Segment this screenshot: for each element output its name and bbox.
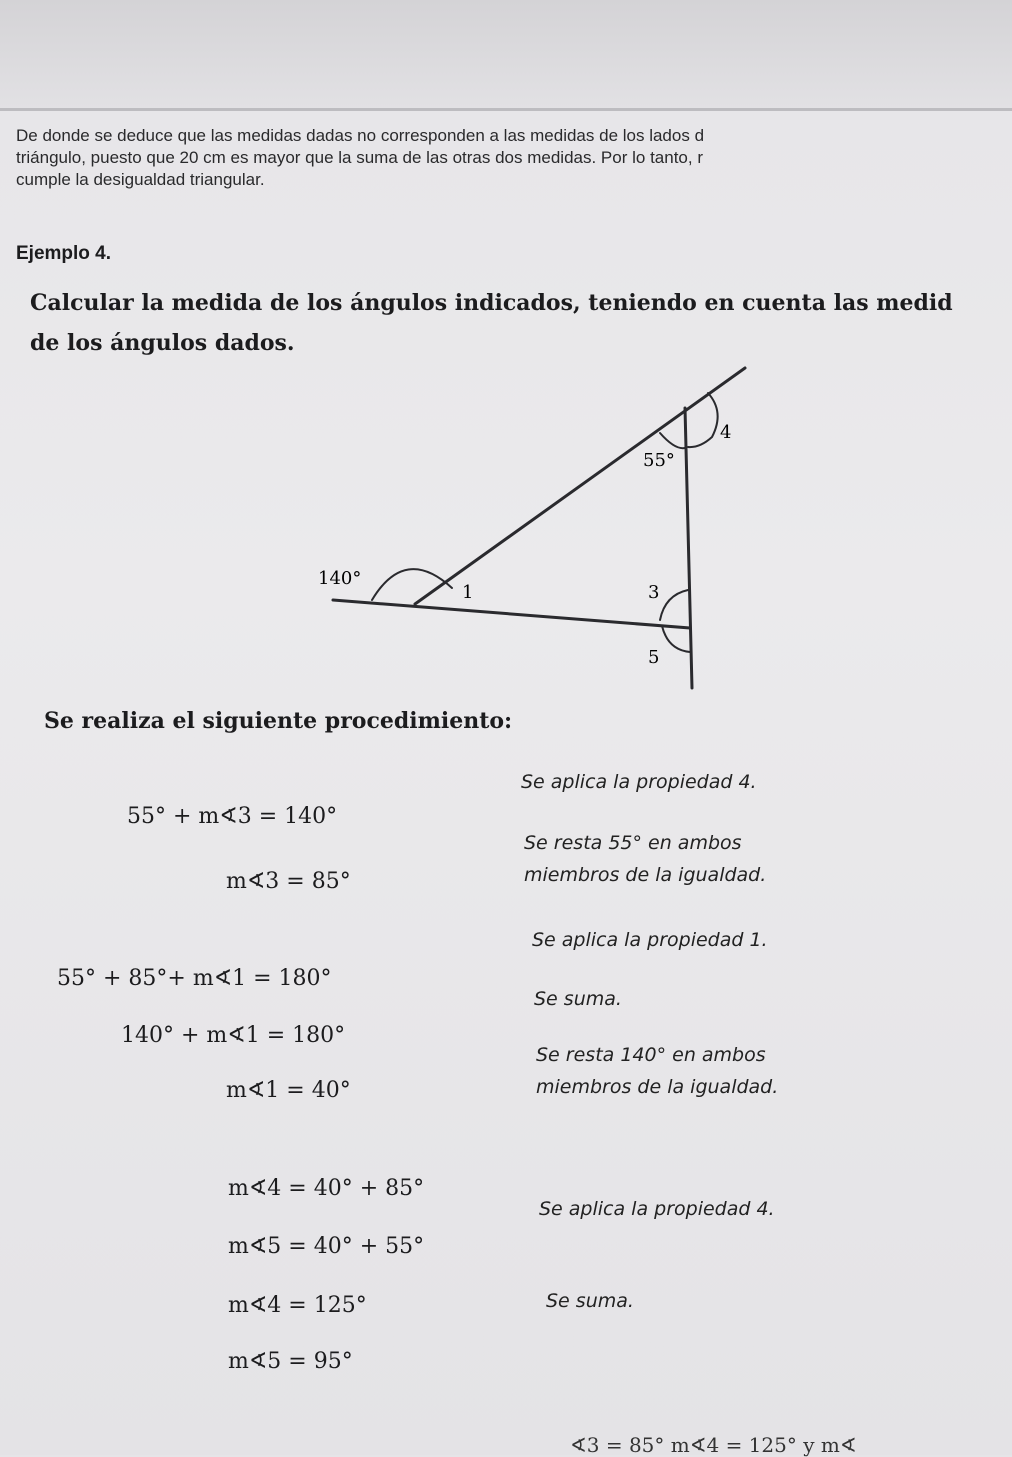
equation-1: 55° + m∢3 = 140° [127,804,338,829]
arc-140 [372,569,452,600]
arc-55 [660,433,685,448]
label-55: 55° [643,450,675,471]
vertical-line [685,408,692,688]
label-3: 3 [648,582,660,603]
label-140: 140° [318,568,362,589]
example-heading: Ejemplo 4. [16,243,112,264]
equation-7: m∢5 = 40° + 55° [228,1234,425,1259]
problem-statement [30,283,1012,363]
note-4: Se aplica la propiedad 1. [532,929,768,951]
note-6: Se resta 140° en ambos [536,1044,766,1066]
note-2: Se resta 55° en ambos [524,832,742,854]
arc-3 [660,590,688,620]
label-4: 4 [720,422,732,443]
hypotenuse-line [415,368,745,604]
bottom-cut-line: ∢3 = 85° m∢4 = 125° y m∢ [570,1433,857,1457]
label-1: 1 [462,582,474,603]
base-line [333,600,690,628]
arc-5 [662,626,690,652]
equation-3: 55° + 85°+ m∢1 = 180° [57,966,332,991]
equation-6: m∢4 = 40° + 85° [228,1176,425,1201]
equation-5: m∢1 = 40° [226,1078,351,1103]
paper-fold [0,108,1012,111]
equation-8: m∢4 = 125° [228,1293,367,1318]
note-8: Se aplica la propiedad 4. [539,1198,775,1220]
note-3: miembros de la igualdad. [524,864,767,886]
problem-line-1: Calcular la medida de los ángulos indicados, teniendo en cuenta las medid [30,290,953,316]
label-5: 5 [648,647,660,668]
note-9: Se suma. [546,1290,634,1312]
intro-paragraph [16,125,1012,191]
arc-4 [688,393,718,447]
intro-line-2: triángulo, puesto que 20 cm es mayor que la suma de las otras dos medidas. Por lo tanto, r [16,148,703,167]
intro-line-3: cumple la desigualdad triangular. [16,170,265,189]
procedure-heading: Se realiza el siguiente procedimiento: [44,708,513,734]
paper-top-shadow [0,0,1012,110]
intro-line-1: De donde se deduce que las medidas dadas no corresponden a las medidas de los lados d [16,126,705,145]
note-1: Se aplica la propiedad 4. [521,771,757,793]
note-7: miembros de la igualdad. [536,1076,779,1098]
problem-line-2: de los ángulos dados. [30,330,295,356]
note-5: Se suma. [534,988,622,1010]
equation-2: m∢3 = 85° [226,869,351,894]
equation-9: m∢5 = 95° [228,1349,353,1374]
equation-4: 140° + m∢1 = 180° [121,1023,346,1048]
